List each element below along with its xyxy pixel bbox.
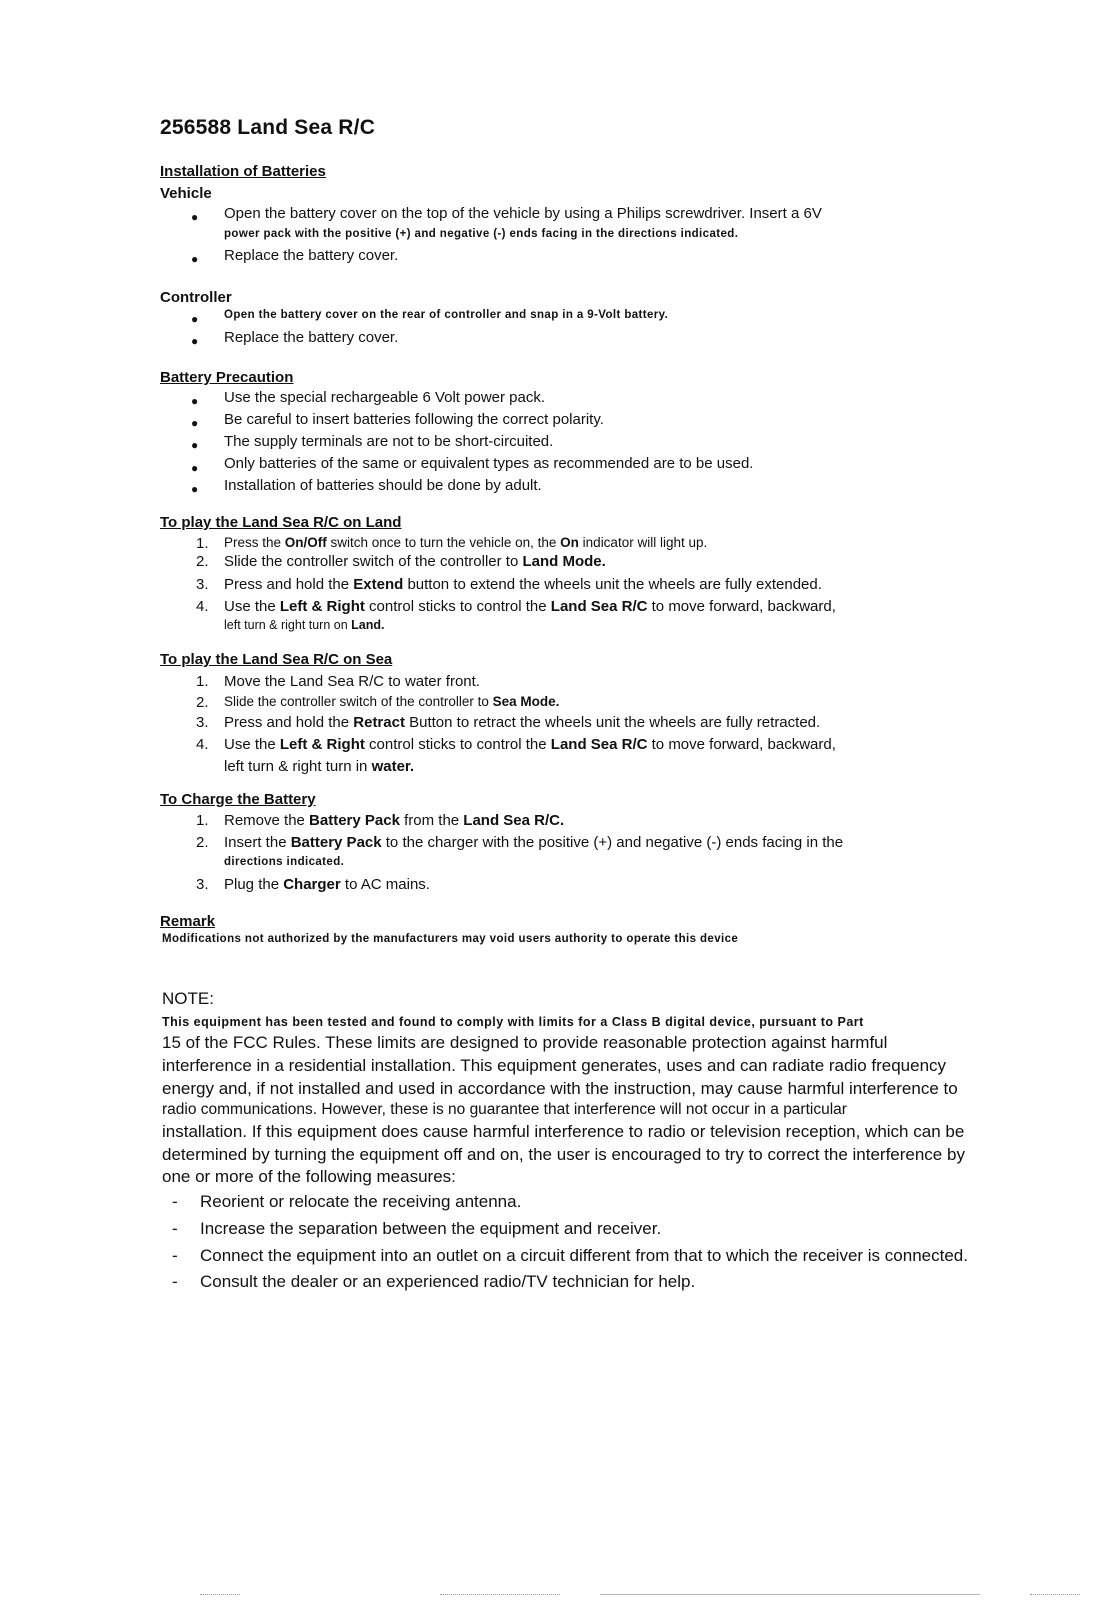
scan-artifact xyxy=(1030,1594,1080,1596)
list-number: 1. xyxy=(196,535,209,552)
charge-heading: To Charge the Battery xyxy=(160,791,316,808)
list-number: 4. xyxy=(196,598,209,615)
list-number: 4. xyxy=(196,736,209,753)
sea-step-3: Press and hold the Retract Button to retract the wheels unit the wheels are fully retracted. xyxy=(224,714,821,731)
bullet-icon: ● xyxy=(191,334,199,348)
bullet-icon: ● xyxy=(191,461,199,475)
measure-item: Connect the equipment into an outlet on a circuit different from that to which the receiver is connected. xyxy=(200,1246,968,1265)
precaution-item: Use the special rechargeable 6 Volt power pack. xyxy=(224,389,546,406)
bullet-icon: ● xyxy=(191,252,199,266)
installation-heading: Installation of Batteries xyxy=(160,163,326,180)
note-line: energy and, if not installed and used in accordance with the instruction, may cause harmful interference to xyxy=(162,1079,958,1098)
charge-step-2: Insert the Battery Pack to the charger with the positive (+) and negative (-) ends facing in the xyxy=(224,834,844,851)
bullet-icon: ● xyxy=(191,438,199,452)
sea-step-4: Use the Left & Right control sticks to control the Land Sea R/C to move forward, backward, xyxy=(224,736,836,753)
precaution-item: Only batteries of the same or equivalent types as recommended are to be used. xyxy=(224,455,754,472)
charge-step-1: Remove the Battery Pack from the Land Sea R/C. xyxy=(224,812,565,829)
land-step-2: Slide the controller switch of the controller to Land Mode. xyxy=(224,553,606,570)
vehicle-item-2: Replace the battery cover. xyxy=(224,247,399,264)
sea-step-2: Slide the controller switch of the controller to Sea Mode. xyxy=(224,694,560,709)
bullet-icon: ● xyxy=(191,210,199,224)
bullet-icon: ● xyxy=(191,394,199,408)
vehicle-item-1-line2: power pack with the positive (+) and negative (-) ends facing in the directions indicated. xyxy=(224,228,739,240)
remark-heading: Remark xyxy=(160,913,216,930)
list-number: 3. xyxy=(196,576,209,593)
vehicle-item-1-line1: Open the battery cover on the top of the vehicle by using a Philips screwdriver. Insert a 6V xyxy=(224,205,822,222)
scan-artifact xyxy=(440,1594,560,1596)
note-line: 15 of the FCC Rules. These limits are designed to provide reasonable protection against harmful xyxy=(162,1033,888,1052)
precaution-heading: Battery Precaution xyxy=(160,369,294,386)
precaution-item: The supply terminals are not to be short-circuited. xyxy=(224,433,554,450)
land-step-4: Use the Left & Right control sticks to control the Land Sea R/C to move forward, backward, xyxy=(224,598,836,615)
note-line: determined by turning the equipment off and on, the user is encouraged to try to correct the interference by xyxy=(162,1145,965,1164)
land-step-1: Press the On/Off switch once to turn the vehicle on, the On indicator will light up. xyxy=(224,535,708,550)
note-line: one or more of the following measures: xyxy=(162,1167,456,1186)
list-number: 2. xyxy=(196,834,209,851)
measure-item: Increase the separation between the equipment and receiver. xyxy=(200,1219,662,1238)
sea-step-1: Move the Land Sea R/C to water front. xyxy=(224,673,480,690)
land-heading: To play the Land Sea R/C on Land xyxy=(160,514,402,531)
page-title: 256588 Land Sea R/C xyxy=(160,116,376,139)
note-line: This equipment has been tested and found to comply with limits for a Class B digital device, pursuant to Part xyxy=(162,1015,864,1029)
precaution-item: Installation of batteries should be done by adult. xyxy=(224,477,542,494)
controller-heading: Controller xyxy=(160,289,232,306)
measure-item: Reorient or relocate the receiving antenna. xyxy=(200,1192,522,1211)
list-number: 1. xyxy=(196,812,209,829)
charge-step-2-cont: directions indicated. xyxy=(224,856,345,868)
list-number: 3. xyxy=(196,876,209,893)
charge-step-3: Plug the Charger to AC mains. xyxy=(224,876,430,893)
land-step-4-cont: left turn & right turn on Land. xyxy=(224,618,385,632)
dash-bullet-icon: - xyxy=(172,1192,178,1211)
list-number: 1. xyxy=(196,673,209,690)
dash-bullet-icon: - xyxy=(172,1272,178,1291)
note-line: installation. If this equipment does cause harmful interference to radio or television reception, which can be xyxy=(162,1122,965,1141)
measure-item: Consult the dealer or an experienced radio/TV technician for help. xyxy=(200,1272,696,1291)
list-number: 3. xyxy=(196,714,209,731)
list-number: 2. xyxy=(196,553,209,570)
note-line: interference in a residential installation. This equipment generates, uses and can radiate radio frequency xyxy=(162,1056,947,1075)
bullet-icon: ● xyxy=(191,482,199,496)
land-step-3: Press and hold the Extend button to extend the wheels unit the wheels are fully extended. xyxy=(224,576,822,593)
dash-bullet-icon: - xyxy=(172,1246,178,1265)
precaution-item: Be careful to insert batteries following the correct polarity. xyxy=(224,411,604,428)
list-number: 2. xyxy=(196,694,209,711)
vehicle-heading: Vehicle xyxy=(160,185,212,202)
scan-artifact xyxy=(200,1594,240,1596)
remark-text: Modifications not authorized by the manufacturers may void users authority to operate this device xyxy=(162,933,739,945)
note-heading: NOTE: xyxy=(162,989,214,1008)
note-line: radio communications. However, these is no guarantee that interference will not occur in a particular xyxy=(162,1101,847,1118)
controller-item-2: Replace the battery cover. xyxy=(224,329,399,346)
scan-artifact xyxy=(600,1594,980,1596)
bullet-icon: ● xyxy=(191,416,199,430)
bullet-icon: ● xyxy=(191,312,199,326)
sea-step-4-cont: left turn & right turn in water. xyxy=(224,758,415,775)
dash-bullet-icon: - xyxy=(172,1219,178,1238)
controller-item-1: Open the battery cover on the rear of controller and snap in a 9-Volt battery. xyxy=(224,309,669,321)
sea-heading: To play the Land Sea R/C on Sea xyxy=(160,651,393,668)
